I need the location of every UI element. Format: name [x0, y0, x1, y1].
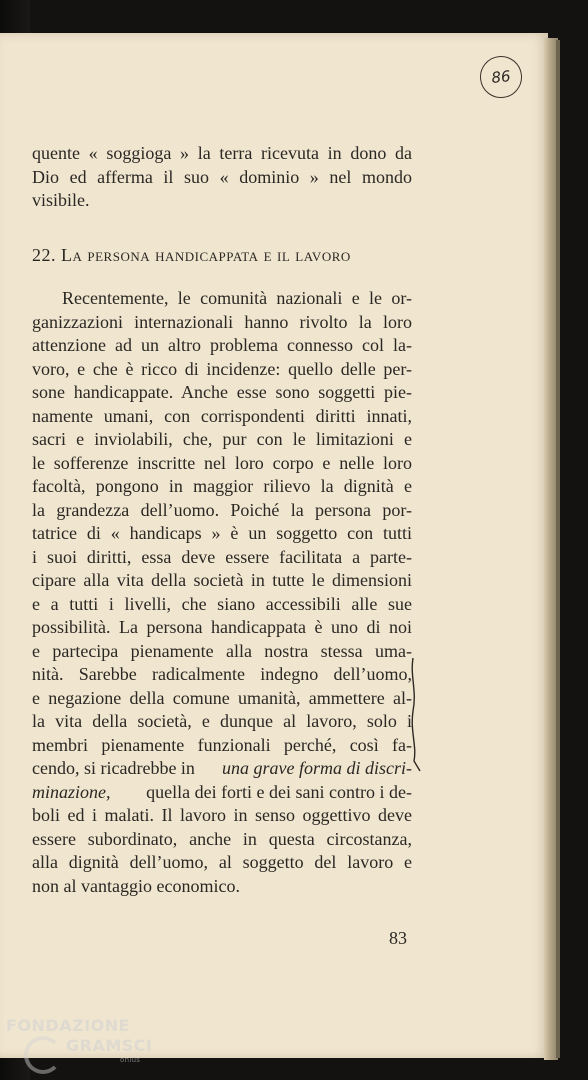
text-line: i suoi diritti, essa deve essere facilitata a parte-	[32, 546, 412, 567]
text-run: quella dei forti e dei sani contro i de-	[146, 781, 412, 802]
margin-bracket-mark	[408, 656, 422, 774]
watermark-line1: FONDAZIONE	[6, 1016, 131, 1035]
archive-watermark	[6, 1016, 153, 1064]
watermark-line2: GRAMSCI	[66, 1036, 153, 1055]
text-run: cendo, si ricadrebbe in	[32, 758, 195, 778]
handwritten-page-annotation: 86	[478, 54, 524, 100]
body-paragraph	[32, 287, 412, 898]
text-line: Recentemente, le comunità nazionali e le or-	[62, 288, 412, 308]
text-line: Dio ed afferma il suo « dominio » nel mondo	[32, 166, 412, 187]
section-heading: 22. La persona handicappata e il lavoro	[32, 245, 351, 265]
text-line: attenzione ad un altro problema connesso col la-	[32, 335, 412, 355]
page-number: 83	[389, 928, 407, 948]
text-line: non al vantaggio economico.	[32, 875, 240, 896]
text-line: visibile.	[32, 190, 90, 210]
text-line: voro, e che è ricco di incidenze: quello delle per-	[32, 358, 412, 379]
text-line: possibilità. La persona handicappata è uno di noi	[32, 617, 412, 637]
intro-paragraph	[32, 142, 412, 213]
text-line: nità. Sarebbe radicalmente indegno dell’uomo,	[32, 664, 412, 684]
text-line: e partecipa pienamente alla nostra stessa uma-	[32, 640, 412, 661]
text-line: la grandezza dell’uomo. Poiché la persona por-	[32, 499, 412, 520]
text-line: e negazione della comune umanità, ammettere al-	[32, 687, 412, 708]
italic-emphasis: minazione,	[32, 781, 111, 802]
watermark-onlus: onlus	[120, 1056, 141, 1064]
text-line: le sofferenze inscritte nel loro corpo e nelle loro	[32, 452, 412, 473]
text-line	[32, 757, 412, 781]
text-line: facoltà, pongono in maggior rilievo la dignità e	[32, 476, 412, 496]
text-line: cipare alla vita della società in tutte le dimensioni	[32, 570, 412, 590]
text-line: sone handicappate. Anche esse sono soggetti pie-	[32, 382, 412, 402]
text-line: la vita della società, e dunque al lavoro, solo i	[32, 711, 412, 731]
text-line: sacri e inviolabili, che, pur con le limitazioni e	[32, 429, 412, 449]
italic-emphasis: una grave forma di discri-	[222, 758, 412, 778]
text-line: quente « soggioga » la terra ricevuta in dono da	[32, 143, 412, 163]
text-line: essere subordinato, anche in questa circostanza,	[32, 828, 412, 849]
watermark-logo-icon	[24, 1036, 62, 1074]
text-line	[32, 781, 412, 805]
text-line: e a tutti i livelli, che siano accessibili alle sue	[32, 593, 412, 614]
page-edge-shadow	[556, 40, 560, 1058]
text-line: namente umani, con corrispondenti diritti innati,	[32, 405, 412, 426]
text-line: alla dignità dell’uomo, al soggetto del lavoro e	[32, 852, 412, 872]
text-line: boli ed i malati. Il lavoro in senso oggettivo deve	[32, 805, 412, 825]
text-line: membri pienamente funzionali perché, così fa-	[32, 734, 412, 755]
text-line: ganizzazioni internazionali hanno rivolto la loro	[32, 311, 412, 332]
text-line: tatrice di « handicaps » è un soggetto con tutti	[32, 523, 412, 543]
